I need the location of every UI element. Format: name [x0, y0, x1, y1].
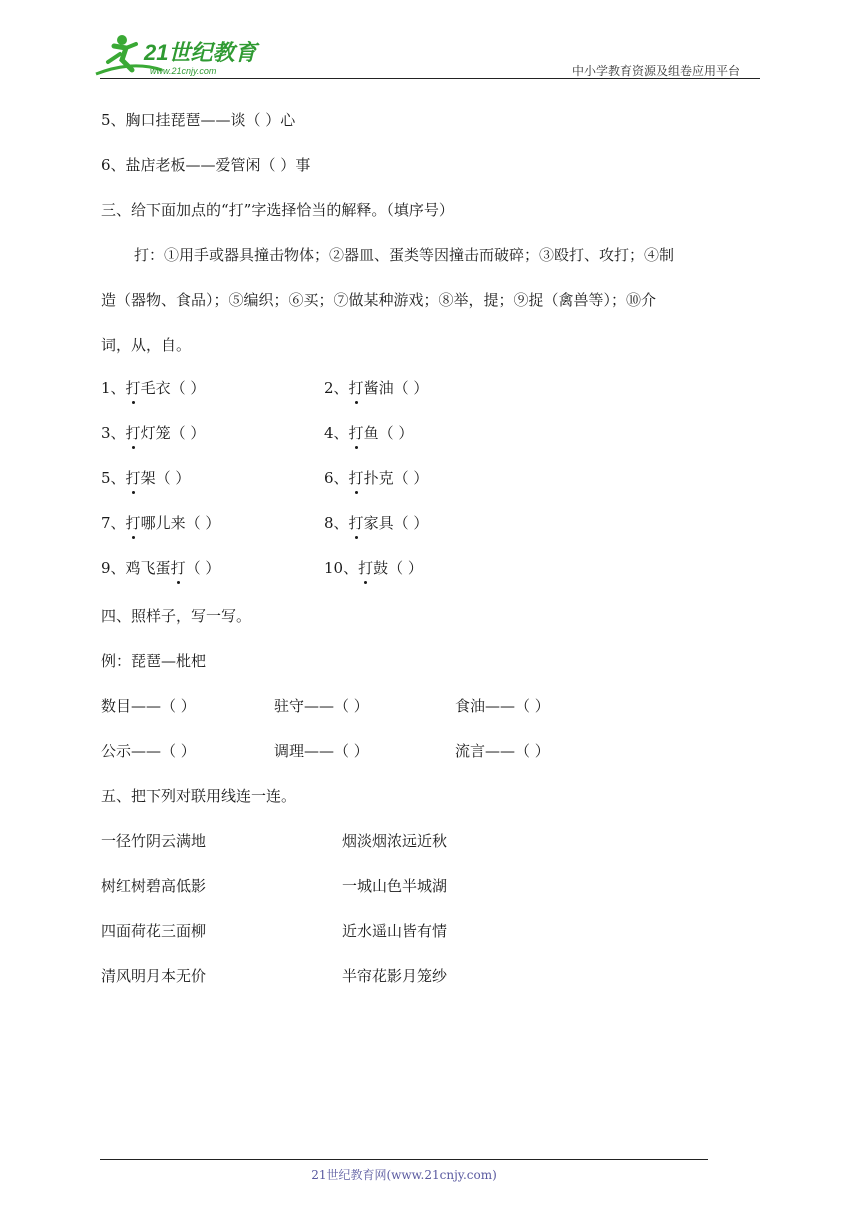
- word-pair-item: 数目——（ ）: [101, 697, 196, 715]
- da-item: 3、打灯笼（ ）: [101, 424, 206, 442]
- logo-main-text: 21世纪教育: [144, 40, 257, 65]
- da-item: 5、打架（ ）: [101, 469, 191, 487]
- header-divider: [100, 78, 760, 79]
- word-pair-item: 驻守——（ ）: [274, 697, 369, 715]
- word-pair-item: 调理——（ ）: [274, 742, 369, 760]
- emphasis-dot-char: 打: [348, 514, 364, 532]
- couplet-right: 近水遥山皆有情: [342, 922, 448, 940]
- definitions-line-2: 造（器物、食品）；⑤编织；⑥买；⑦做某种游戏；⑧举，提；⑨捉（禽兽等）；⑩介: [101, 291, 657, 309]
- site-logo: [92, 30, 292, 80]
- da-item: 10、打鼓（ ）: [324, 559, 423, 577]
- footer-link[interactable]: 21世纪教育网(www.21cnjy.com): [311, 1168, 497, 1182]
- example-line: 例：琵琶—枇杷: [101, 652, 207, 670]
- section-5-title: 五、把下列对联用线连一连。: [101, 787, 297, 805]
- couplet-left: 清风明月本无价: [101, 967, 207, 985]
- section-4-title: 四、照样子，写一写。: [101, 607, 252, 625]
- da-item: 9、鸡飞蛋打（ ）: [101, 559, 221, 577]
- emphasis-dot-char: 打: [125, 469, 141, 487]
- couplet-left: 四面荷花三面柳: [101, 922, 207, 940]
- couplet-right: 半帘花影月笼纱: [342, 967, 448, 985]
- question-6: 6、盐店老板——爱管闲（ ）事: [101, 156, 311, 174]
- word-pair-item: 公示——（ ）: [101, 742, 196, 760]
- word-pair-item: 流言——（ ）: [455, 742, 550, 760]
- question-5: 5、胸口挂琵琶——谈（ ）心: [101, 111, 296, 129]
- da-item: 6、打扑克（ ）: [324, 469, 429, 487]
- platform-label: 中小学教育资源及组卷应用平台: [572, 64, 741, 78]
- couplet-left: 树红树碧高低影: [101, 877, 207, 895]
- da-item: 8、打家具（ ）: [324, 514, 429, 532]
- couplet-right: 一城山色半城湖: [342, 877, 448, 895]
- couplet-right: 烟淡烟浓远近秋: [342, 832, 448, 850]
- emphasis-dot-char: 打: [348, 379, 364, 397]
- emphasis-dot-char: 打: [348, 424, 364, 442]
- word-pair-item: 食油——（ ）: [455, 697, 550, 715]
- emphasis-dot-char: 打: [125, 379, 141, 397]
- da-item: 7、打哪儿来（ ）: [101, 514, 221, 532]
- emphasis-dot-char: 打: [358, 559, 374, 577]
- footer-divider: [100, 1159, 708, 1160]
- emphasis-dot-char: 打: [348, 469, 364, 487]
- emphasis-dot-char: 打: [125, 514, 141, 532]
- emphasis-dot-char: 打: [170, 559, 186, 577]
- emphasis-dot-char: 打: [125, 424, 141, 442]
- da-item: 4、打鱼（ ）: [324, 424, 414, 442]
- da-item: 1、打毛衣（ ）: [101, 379, 206, 397]
- section-3-title: 三、给下面加点的“打”字选择恰当的解释。（填序号）: [101, 201, 454, 219]
- definitions-line-1: 打：①用手或器具撞击物体；②器皿、蛋类等因撞击而破碎；③殴打、攻打；④制: [134, 246, 675, 264]
- definitions-line-3: 词，从，自。: [101, 336, 192, 354]
- couplet-left: 一径竹阴云满地: [101, 832, 207, 850]
- da-item: 2、打酱油（ ）: [324, 379, 429, 397]
- logo-sub-text: www.21cnjy.com: [150, 66, 217, 76]
